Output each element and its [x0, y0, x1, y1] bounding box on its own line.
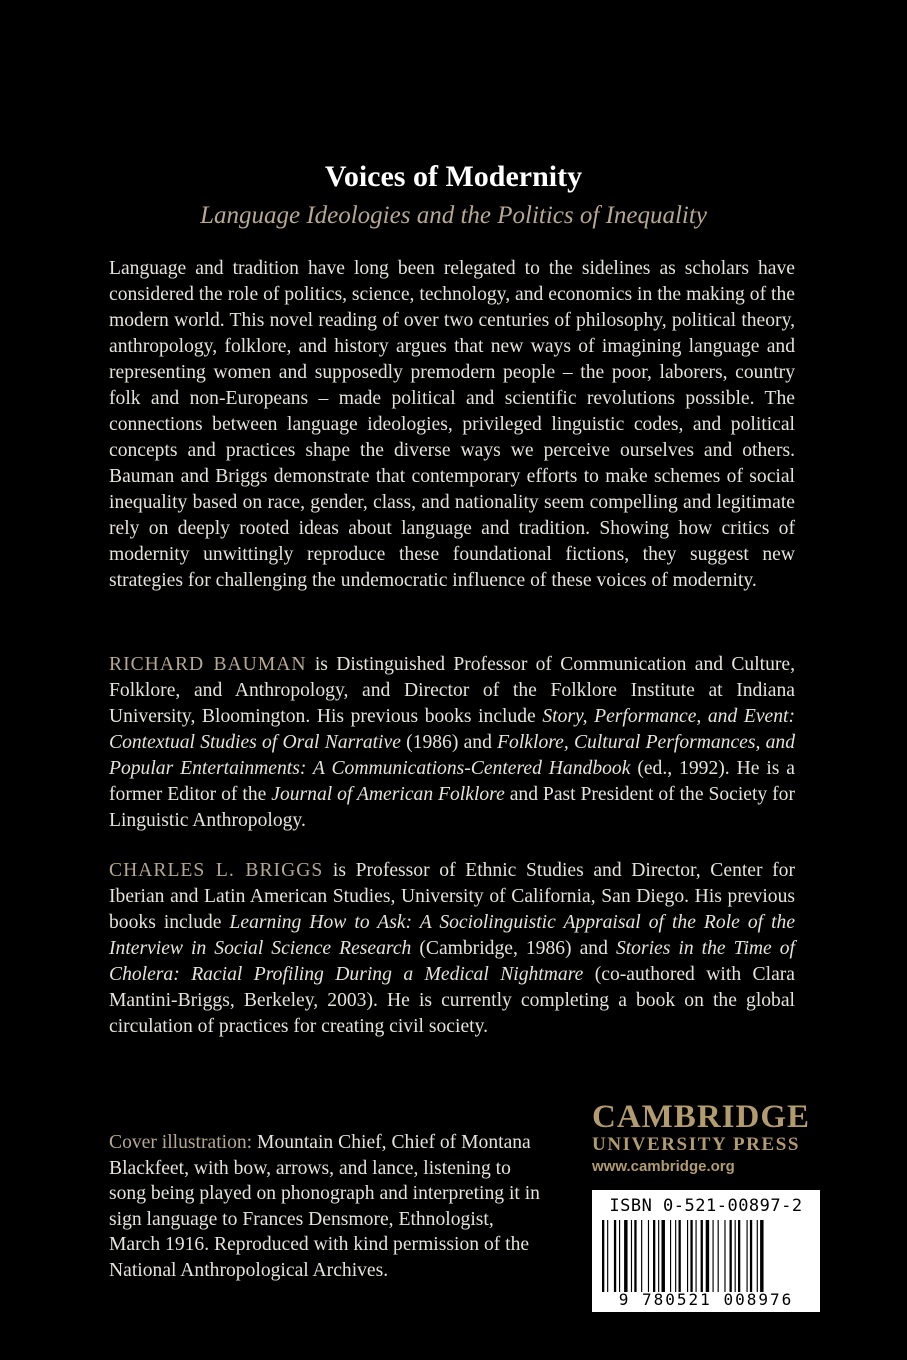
publisher-name: CAMBRIDGE — [592, 1099, 811, 1135]
ean-number: 9 780521 008976 — [618, 1290, 794, 1309]
author-name-bauman: RICHARD BAUMAN — [109, 654, 307, 675]
book-description: Language and tradition have long been relegated to the sidelines as scholars have considered the role of politics, science, technology, and economics in the making of the modern world. This novel reading of over two centuries of philosophy, political theory, anthropology, folklore, and history argues that new ways of imagining language and representing women and supposedly premodern people – the poor, laborers, country folk and non-Europeans – made political and scientific revolutions possible. The connections between language ideologies, privileged linguistic codes, and political concepts and practices shape the diverse ways we perceive ourselves and others. Bauman and Briggs demonstrate that contemporary efforts to make schemes of social inequality based on race, gender, class, and nationality seem compelling and legitimate rely on deeply rooted ideas about language and tradition. Showing how critics of modernity unwittingly reproduce these foundational fictions, they suggest new strategies for challenging the undemocratic influence of these voices of modernity. — [109, 258, 795, 591]
barcode-icon — [602, 1220, 810, 1292]
barcode-panel — [592, 1190, 820, 1312]
book-ref: Stories in the Time of Cholera: Racial Profiling During a Medical Nightmare — [109, 938, 795, 985]
author-name-briggs: CHARLES L. BRIGGS — [109, 860, 324, 881]
bio-text: is Professor of Ethnic Studies and Director, Center for Iberian and Latin American Studies, University of California, San Diego. His previous books include — [109, 860, 796, 933]
cover-credit-text: Mountain Chief, Chief of Montana Blackfeet, with bow, arrows, and lance, listening to song being played on phonograph and interpreting it in sign language to Frances Densmore, Ethnologist, March 1916. Reproduced with kind permission of the National Anthropological Archives. — [109, 1132, 540, 1281]
bio-text: and Past President of the Society for Linguistic Anthropology. — [109, 784, 796, 831]
cover-credit — [109, 1130, 549, 1283]
author-bio-briggs — [109, 858, 795, 1040]
book-title: Voices of Modernity — [324, 160, 583, 193]
bio-text: (Cambridge, 1986) and — [411, 938, 616, 959]
bio-text: is Distinguished Professor of Communication and Culture, Folklore, and Anthropology, and Director of the Folklore Institute at Indiana University, Bloomington. His previous books include — [109, 654, 795, 727]
bio-text: (ed., 1992). He is a former Editor of the — [109, 758, 795, 805]
publisher-subname: UNIVERSITY PRESS — [592, 1134, 801, 1155]
isbn-label: ISBN 0-521-00897-2 — [609, 1196, 803, 1216]
book-ref: Learning How to Ask: A Sociolinguistic Appraisal of the Role of the Interview in Social Science Research — [109, 912, 796, 959]
book-ref: Folklore, Cultural Performances, and Popular Entertainments: A Communications-Centered Handbook — [109, 732, 796, 779]
cover-credit-label: Cover illustration: — [109, 1132, 253, 1153]
author-bio-bauman — [109, 652, 795, 834]
journal-ref: Journal of American Folklore — [271, 784, 505, 805]
publisher-url: www.cambridge.org — [592, 1158, 735, 1175]
book-subtitle: Language Ideologies and the Politics of Inequality — [200, 202, 707, 229]
book-ref: Story, Performance, and Event: Contextual Studies of Oral Narrative — [109, 706, 795, 753]
bio-text: (1986) and — [400, 732, 498, 753]
publisher-logo — [592, 1100, 824, 1175]
bio-text: (co-authored with Clara Mantini-Briggs, Berkeley, 2003). He is currently completing a book on the global circulation of practices for creating civil society. — [109, 964, 795, 1037]
